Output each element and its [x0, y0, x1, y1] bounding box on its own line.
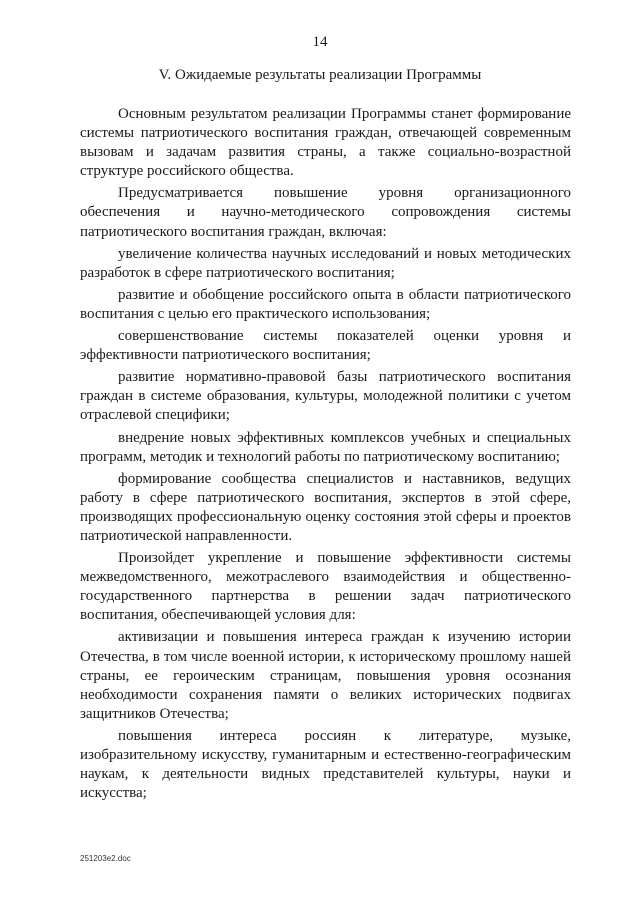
list-item-community: формирование сообщества специалистов и наставников, ведущих работу в сфере патриотического воспитания, экспертов в этой сфере, производящих профессиональную оценку состояния этой сферы и проектов патриотической направленности. — [80, 470, 571, 544]
paragraph-strengthening: Произойдет укрепление и повышение эффективности системы межведомственного, межотраслевого взаимодействия и общественно-государственного партнерства в решении задач патриотического воспитания, обеспечивающей условия для: — [80, 550, 571, 624]
paragraph-main-result: Основным результатом реализации Программы станет формирование системы патриотического воспитания граждан, отвечающей современным вызовам и задачам развития страны, а также социально-возрастной структуре российского общества. — [80, 106, 571, 180]
list-item-programs: внедрение новых эффективных комплексов учебных и специальных программ, методик и технологий работы по патриотическому воспитанию; — [80, 429, 571, 465]
list-item-culture-interest: повышения интереса россиян к литературе, музыке, изобразительному искусству, гуманитарным и естественно-географическим наукам, к деятельности видных представителей культуры, науки и искусства; — [80, 727, 571, 802]
list-item-experience: развитие и обобщение российского опыта в области патриотического воспитания с целью его практического использования; — [80, 286, 571, 322]
paragraph-provision: Предусматривается повышение уровня организационного обеспечения и научно-методического сопровождения системы патриотического воспитания граждан, включая: — [80, 185, 571, 240]
list-item-research: увеличение количества научных исследований и новых методических разработок в сфере патриотического воспитания; — [80, 245, 571, 281]
section-heading: V. Ожидаемые результаты реализации Программы — [158, 67, 482, 83]
footer-file-code: 251203e2.doc — [80, 854, 131, 863]
document-body — [80, 105, 571, 806]
list-item-history-interest: активизации и повышения интереса граждан к изучению истории Отечества, в том числе военной истории, к историческому прошлому нашей страны, ее героическим страницам, повышения уровня осознания необходимости сохранения памяти о великих исторических подвигах защитников Отечества; — [80, 629, 571, 722]
list-item-legal-base: развитие нормативно-правовой базы патриотического воспитания граждан в системе образования, культуры, молодежной политики с учетом отраслевой специфики; — [80, 369, 571, 424]
list-item-indicators: совершенствование системы показателей оценки уровня и эффективности патриотического воспитания; — [80, 328, 571, 364]
page-number: 14 — [312, 34, 328, 50]
